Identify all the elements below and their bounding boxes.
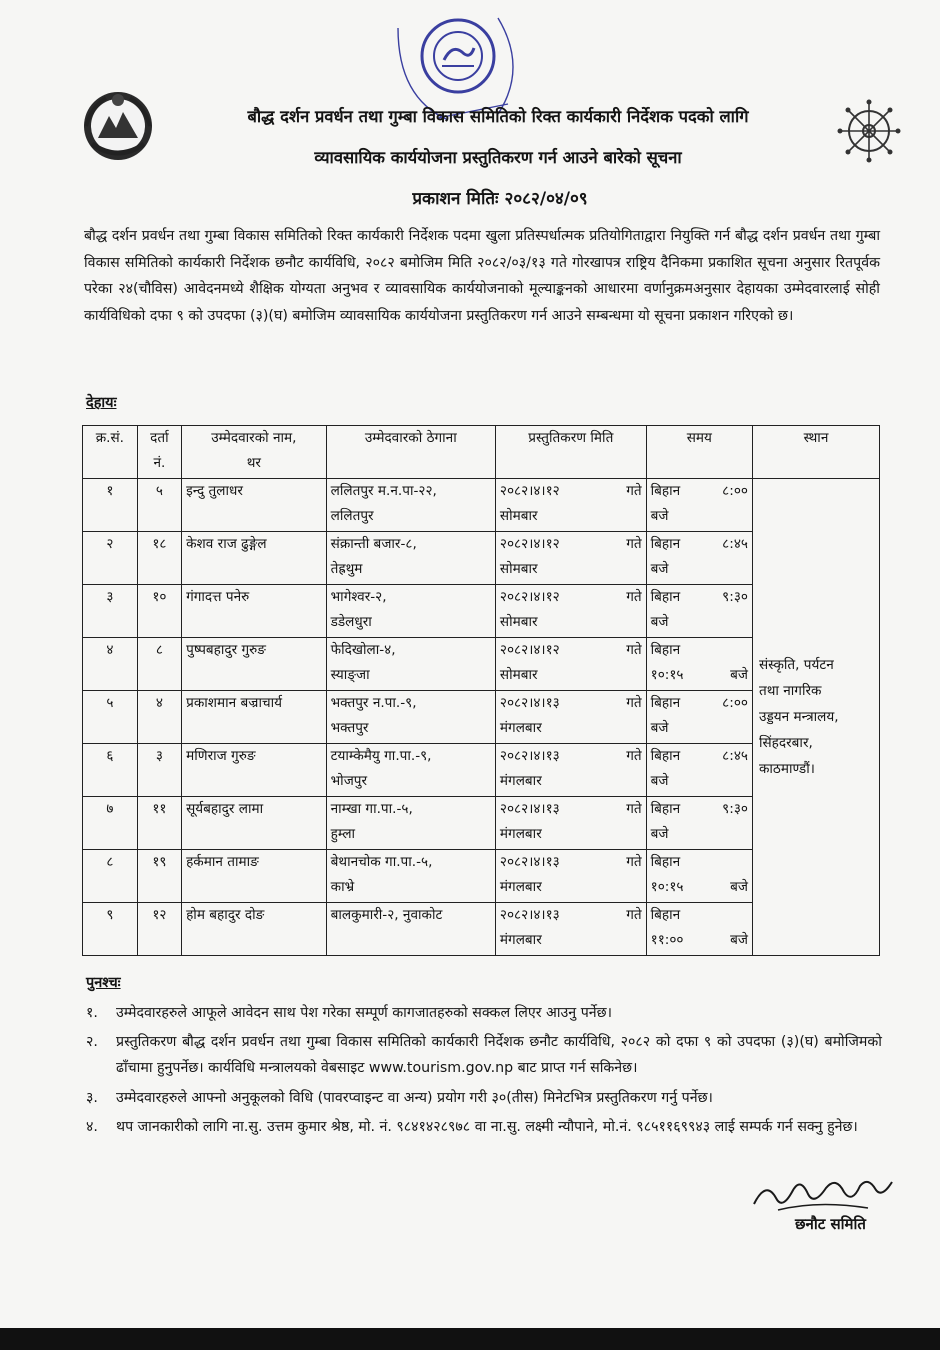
cell-date (495, 903, 646, 956)
time-part1a: बिहान (650, 801, 681, 817)
time-part2b: बजे (730, 879, 748, 895)
header-place: स्थान (752, 426, 879, 479)
cell-address (326, 850, 495, 903)
candidate-table (82, 425, 880, 956)
cell-address (326, 532, 495, 585)
cell-date (495, 744, 646, 797)
header-reg (137, 426, 181, 479)
time-part2a: बजे (650, 508, 669, 524)
cell-time (646, 638, 752, 691)
date-day: मंगलबार (499, 773, 542, 789)
cell-time (646, 744, 752, 797)
date-value: २०८२।४।१३ (499, 748, 560, 764)
address-line1: भक्तपुर न.पा.-९, (330, 695, 417, 711)
header-name-line2: थर (246, 455, 261, 471)
address-line2: डडेलधुरा (330, 614, 372, 630)
cell-sn: २ (83, 532, 138, 585)
address-line2: काभ्रे (330, 879, 355, 895)
time-part1a: बिहान (650, 642, 681, 658)
time-part1a: बिहान (650, 748, 681, 764)
cell-reg: ३ (137, 744, 181, 797)
cell-sn: ९ (83, 903, 138, 956)
note-item (86, 1000, 882, 1026)
time-part2a: बजे (650, 826, 669, 842)
note-number: ४. (86, 1118, 98, 1135)
place-line2: तथा नागरिक (758, 683, 822, 699)
place-line3: उड्डयन मन्त्रालय, (758, 709, 839, 725)
cell-reg: ४ (137, 691, 181, 744)
address-line1: संक्रान्ती बजार-८, (330, 536, 417, 552)
cell-address (326, 797, 495, 850)
date-day: मंगलबार (499, 932, 542, 948)
note-text: उम्मेदवारहरुले आफ्नो अनुकूलको विधि (पावरप्वाइन्ट वा अन्य) प्रयोग गरी ३०(तीस) मिनेटभित्र प्रस्तुतिकरण गर्नु पर्नेछ। (116, 1089, 713, 1106)
time-part2a: ११:०० (650, 932, 684, 948)
date-value: २०८२।४।१३ (499, 695, 560, 711)
date-day: सोमबार (499, 508, 538, 524)
cell-reg: ११ (137, 797, 181, 850)
date-gate: गते (626, 801, 642, 817)
time-part1b: ९:३० (722, 589, 748, 605)
publication-date-label: प्रकाशन मितिः (412, 189, 499, 209)
address-line2: हुम्ला (330, 826, 356, 842)
date-gate: गते (626, 907, 642, 923)
table-header-row (83, 426, 880, 479)
cell-address (326, 479, 495, 532)
address-line1: फेदिखोला-४, (330, 642, 396, 658)
dharma-wheel-logo (836, 98, 902, 164)
cell-sn: ४ (83, 638, 138, 691)
bottom-edge (0, 1328, 940, 1350)
date-gate: गते (626, 483, 642, 499)
date-value: २०८२।४।१३ (499, 801, 560, 817)
cell-time (646, 797, 752, 850)
time-part1b: ८:४५ (722, 536, 748, 552)
cell-name: पुष्पबहादुर गुरुङ (182, 638, 327, 691)
cell-date (495, 638, 646, 691)
date-gate: गते (626, 589, 642, 605)
address-line1: भागेश्वर-२, (330, 589, 387, 605)
address-line2: तेह्रथुम (330, 561, 363, 577)
date-gate: गते (626, 642, 642, 658)
cell-time (646, 691, 752, 744)
note-number: २. (86, 1034, 98, 1051)
dehay-label: देहायः (86, 395, 117, 411)
cell-date (495, 850, 646, 903)
time-part2a: १०:१५ (650, 667, 684, 683)
publication-date (250, 186, 750, 209)
place-line5: काठमाण्डौं। (758, 761, 815, 777)
time-part2a: १०:१५ (650, 879, 684, 895)
header-sn: क्र.सं. (83, 426, 138, 479)
cell-date (495, 479, 646, 532)
address-line1: बेथानचोक गा.पा.-५, (330, 854, 433, 870)
cell-date (495, 585, 646, 638)
nepal-emblem-logo (78, 86, 158, 166)
publication-date-value: २०८२/०४/०९ (504, 189, 588, 209)
note-text: प्रस्तुतिकरण बौद्ध दर्शन प्रवर्धन तथा गुम्बा विकास समितिको कार्यकारी निर्देशक छनौट कार्यविधि, २०८२ को दफा ९ को उपदफा (३)(घ) बमोजिमको ढाँचामा हुनुपर्नेछ। कार्यविधि मन्त्रालयको वेबसाइट www.tourism.gov.np बाट प्राप्त गर्न सकिनेछ। (116, 1034, 882, 1077)
address-line1: बालकुमारी-२, नुवाकोट (330, 907, 443, 923)
time-part1b: ८:४५ (722, 748, 748, 764)
date-day: मंगलबार (499, 879, 542, 895)
cell-place (752, 479, 879, 956)
date-gate: गते (626, 748, 642, 764)
time-part1b: ८:०० (722, 695, 748, 711)
cell-date (495, 797, 646, 850)
cell-sn: ३ (83, 585, 138, 638)
note-text: थप जानकारीको लागि ना.सु. उत्तम कुमार श्रेष्ठ, मो. नं. ९८४१४२८९७८ वा ना.सु. लक्ष्मी न्यौपाने, मो.नं. ९८५११६९९४३ लाई सम्पर्क गर्न सक्नु हुनेछ। (116, 1118, 858, 1135)
cell-name: होम बहादुर दोङ (182, 903, 327, 956)
cell-sn: ५ (83, 691, 138, 744)
header-date: प्रस्तुतिकरण मिति (495, 426, 646, 479)
time-part1a: बिहान (650, 536, 681, 552)
header-address: उम्मेदवारको ठेगाना (326, 426, 495, 479)
committee-name: छनौट समिति (795, 1215, 866, 1233)
date-value: २०८२।४।१२ (499, 483, 560, 499)
time-part1b: ९:३० (722, 801, 748, 817)
address-line2: भक्तपुर (330, 720, 369, 736)
cell-address (326, 691, 495, 744)
note-item (86, 1085, 882, 1111)
cell-date (495, 532, 646, 585)
cell-sn: ७ (83, 797, 138, 850)
cell-reg: ८ (137, 638, 181, 691)
date-value: २०८२।४।१२ (499, 642, 560, 658)
cell-time (646, 532, 752, 585)
cell-name: मणिराज गुरुङ (182, 744, 327, 797)
address-line2: भोजपुर (330, 773, 368, 789)
time-part1b: ८:०० (722, 483, 748, 499)
time-part1a: बिहान (650, 854, 681, 870)
date-gate: गते (626, 536, 642, 552)
cell-sn: ८ (83, 850, 138, 903)
cell-name: इन्दु तुलाधर (182, 479, 327, 532)
address-line1: ललितपुर म.न.पा-२२, (330, 483, 437, 499)
time-part2b: बजे (730, 932, 748, 948)
table-row (83, 479, 880, 532)
place-line4: सिंहदरबार, (758, 735, 813, 751)
note-text: उम्मेदवारहरुले आफूले आवेदन साथ पेश गरेका सम्पूर्ण कागजातहरुको सक्कल लिएर आउनु पर्नेछ। (116, 1005, 612, 1021)
time-part1a: बिहान (650, 907, 681, 923)
signature (748, 1170, 898, 1215)
cell-reg: १२ (137, 903, 181, 956)
cell-reg: १० (137, 585, 181, 638)
date-value: २०८२।४।१३ (499, 854, 560, 870)
time-part2a: बजे (650, 720, 669, 736)
cell-time (646, 479, 752, 532)
cell-sn: ६ (83, 744, 138, 797)
cell-reg: १८ (137, 532, 181, 585)
place-line1: संस्कृति, पर्यटन (758, 657, 834, 673)
date-value: २०८२।४।१३ (499, 907, 560, 923)
date-gate: गते (626, 695, 642, 711)
date-day: मंगलबार (499, 720, 542, 736)
intro-paragraph: बौद्ध दर्शन प्रवर्धन तथा गुम्बा विकास समितिको रिक्त कार्यकारी निर्देशक पदमा खुला प्रतिस्पर्धात्मक प्रतियोगिताद्वारा नियुक्ति गर्न बौद्ध दर्शन प्रवर्धन तथा गुम्बा विकास समितिको कार्यकारी निर्देशक छनौट कार्यविधि, २०८२ बमोजिम मिति २०८२/०३/१३ गते गोरखापत्र राष्ट्रिय दैनिकमा प्रकाशित सूचना अनुसार रितपूर्वक परेका २४(चौविस) आवेदनमध्ये शैक्षिक योग्यता अनुभव र व्यावसायिक कार्ययोजनाको मूल्याङ्कनको आधारमा वर्णानुक्रमअनुसार देहायका उम्मेदवारलाई सोही कार्यविधिको दफा ९ को उपदफा (३)(घ) बमोजिम व्यावसायिक कार्ययोजना प्रस्तुतिकरण गर्न आउने सम्बन्धमा यो सूचना प्रकाशन गरिएको छ। (84, 228, 880, 324)
time-part1a: बिहान (650, 483, 681, 499)
cell-time (646, 850, 752, 903)
note-item (86, 1114, 882, 1140)
time-part2a: बजे (650, 614, 669, 630)
time-part2a: बजे (650, 561, 669, 577)
date-day: मंगलबार (499, 826, 542, 842)
note-item (86, 1029, 882, 1081)
header-name (182, 426, 327, 479)
date-value: २०८२।४।१२ (499, 536, 560, 552)
time-part1a: बिहान (650, 589, 681, 605)
cell-address (326, 638, 495, 691)
date-day: सोमबार (499, 614, 538, 630)
cell-name: प्रकाशमान बज्राचार्य (182, 691, 327, 744)
cell-address (326, 903, 495, 956)
notes-list (86, 1000, 882, 1143)
cell-address (326, 585, 495, 638)
cell-time (646, 585, 752, 638)
header-reg-line2: नं. (153, 455, 166, 471)
date-day: सोमबार (499, 561, 538, 577)
cell-address (326, 744, 495, 797)
header-reg-line1: दर्ता (150, 430, 169, 446)
cell-reg: १९ (137, 850, 181, 903)
address-line2: ललितपुर (330, 508, 374, 524)
cell-date (495, 691, 646, 744)
cell-name: गंगादत्त पनेरु (182, 585, 327, 638)
note-number: १. (86, 1005, 98, 1021)
cell-sn: १ (83, 479, 138, 532)
date-day: सोमबार (499, 667, 538, 683)
date-value: २०८२।४।१२ (499, 589, 560, 605)
time-part2a: बजे (650, 773, 669, 789)
header-time: समय (646, 426, 752, 479)
cell-name: हर्कमान तामाङ (182, 850, 327, 903)
time-part1a: बिहान (650, 695, 681, 711)
cell-name: सूर्यबहादुर लामा (182, 797, 327, 850)
notice-title-line1: बौद्ध दर्शन प्रवर्धन तथा गुम्बा विकास समितिको रिक्त कार्यकारी निर्देशक पदको लागि (247, 107, 749, 126)
cell-time (646, 903, 752, 956)
date-gate: गते (626, 854, 642, 870)
address-line2: स्याङ्जा (330, 667, 370, 683)
address-line1: टयाम्केमैयु गा.पा.-९, (330, 748, 432, 764)
address-line1: नाम्खा गा.पा.-५, (330, 801, 413, 817)
header-name-line1: उम्मेदवारको नाम, (211, 430, 297, 446)
notes-title: पुनश्चः (86, 975, 121, 991)
time-part2b: बजे (730, 667, 748, 683)
cell-reg: ५ (137, 479, 181, 532)
notice-title-line2: व्यावसायिक कार्ययोजना प्रस्तुतिकरण गर्न आउने बारेको सूचना (314, 148, 682, 167)
note-number: ३. (86, 1089, 98, 1106)
cell-name: केशव राज ढुङ्गेल (182, 532, 327, 585)
